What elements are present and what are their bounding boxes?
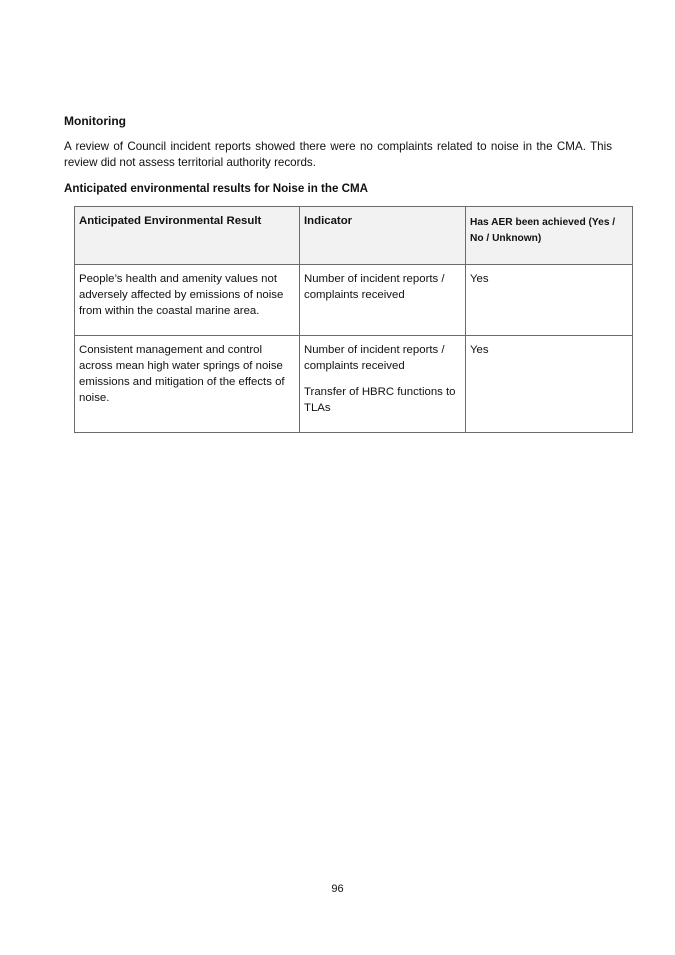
header-achieved: Has AER been achieved (Yes / No / Unknown) (466, 207, 633, 265)
table-header-row (75, 207, 633, 265)
cell-achieved: Yes (466, 265, 633, 336)
section-heading: Monitoring (64, 114, 126, 128)
table-heading: Anticipated environmental results for Noise in the CMA (64, 182, 369, 195)
cell-indicator (300, 336, 466, 433)
indicator-spacer (304, 374, 461, 384)
cell-result: Consistent management and control across mean high water springs of noise emissions and mitigation of the effects of noise. (75, 336, 300, 433)
indicator-text: Transfer of HBRC functions to TLAs (304, 386, 456, 414)
cell-result: People’s health and amenity values not adversely affected by emissions of noise from within the coastal marine area. (75, 265, 300, 336)
indicator-text: Number of incident reports / complaints received (304, 344, 445, 372)
cell-achieved: Yes (466, 336, 633, 433)
page-number: 96 (331, 883, 344, 895)
table-row (75, 336, 633, 433)
aer-table (74, 206, 633, 433)
cell-indicator (300, 265, 466, 336)
table-row (75, 265, 633, 336)
indicator-text: Number of incident reports / complaints received (304, 273, 445, 301)
header-indicator: Indicator (300, 207, 466, 265)
header-result: Anticipated Environmental Result (75, 207, 300, 265)
monitoring-paragraph: A review of Council incident reports showed there were no complaints related to noise in the CMA. This review did not assess territorial authority records. (64, 140, 612, 169)
